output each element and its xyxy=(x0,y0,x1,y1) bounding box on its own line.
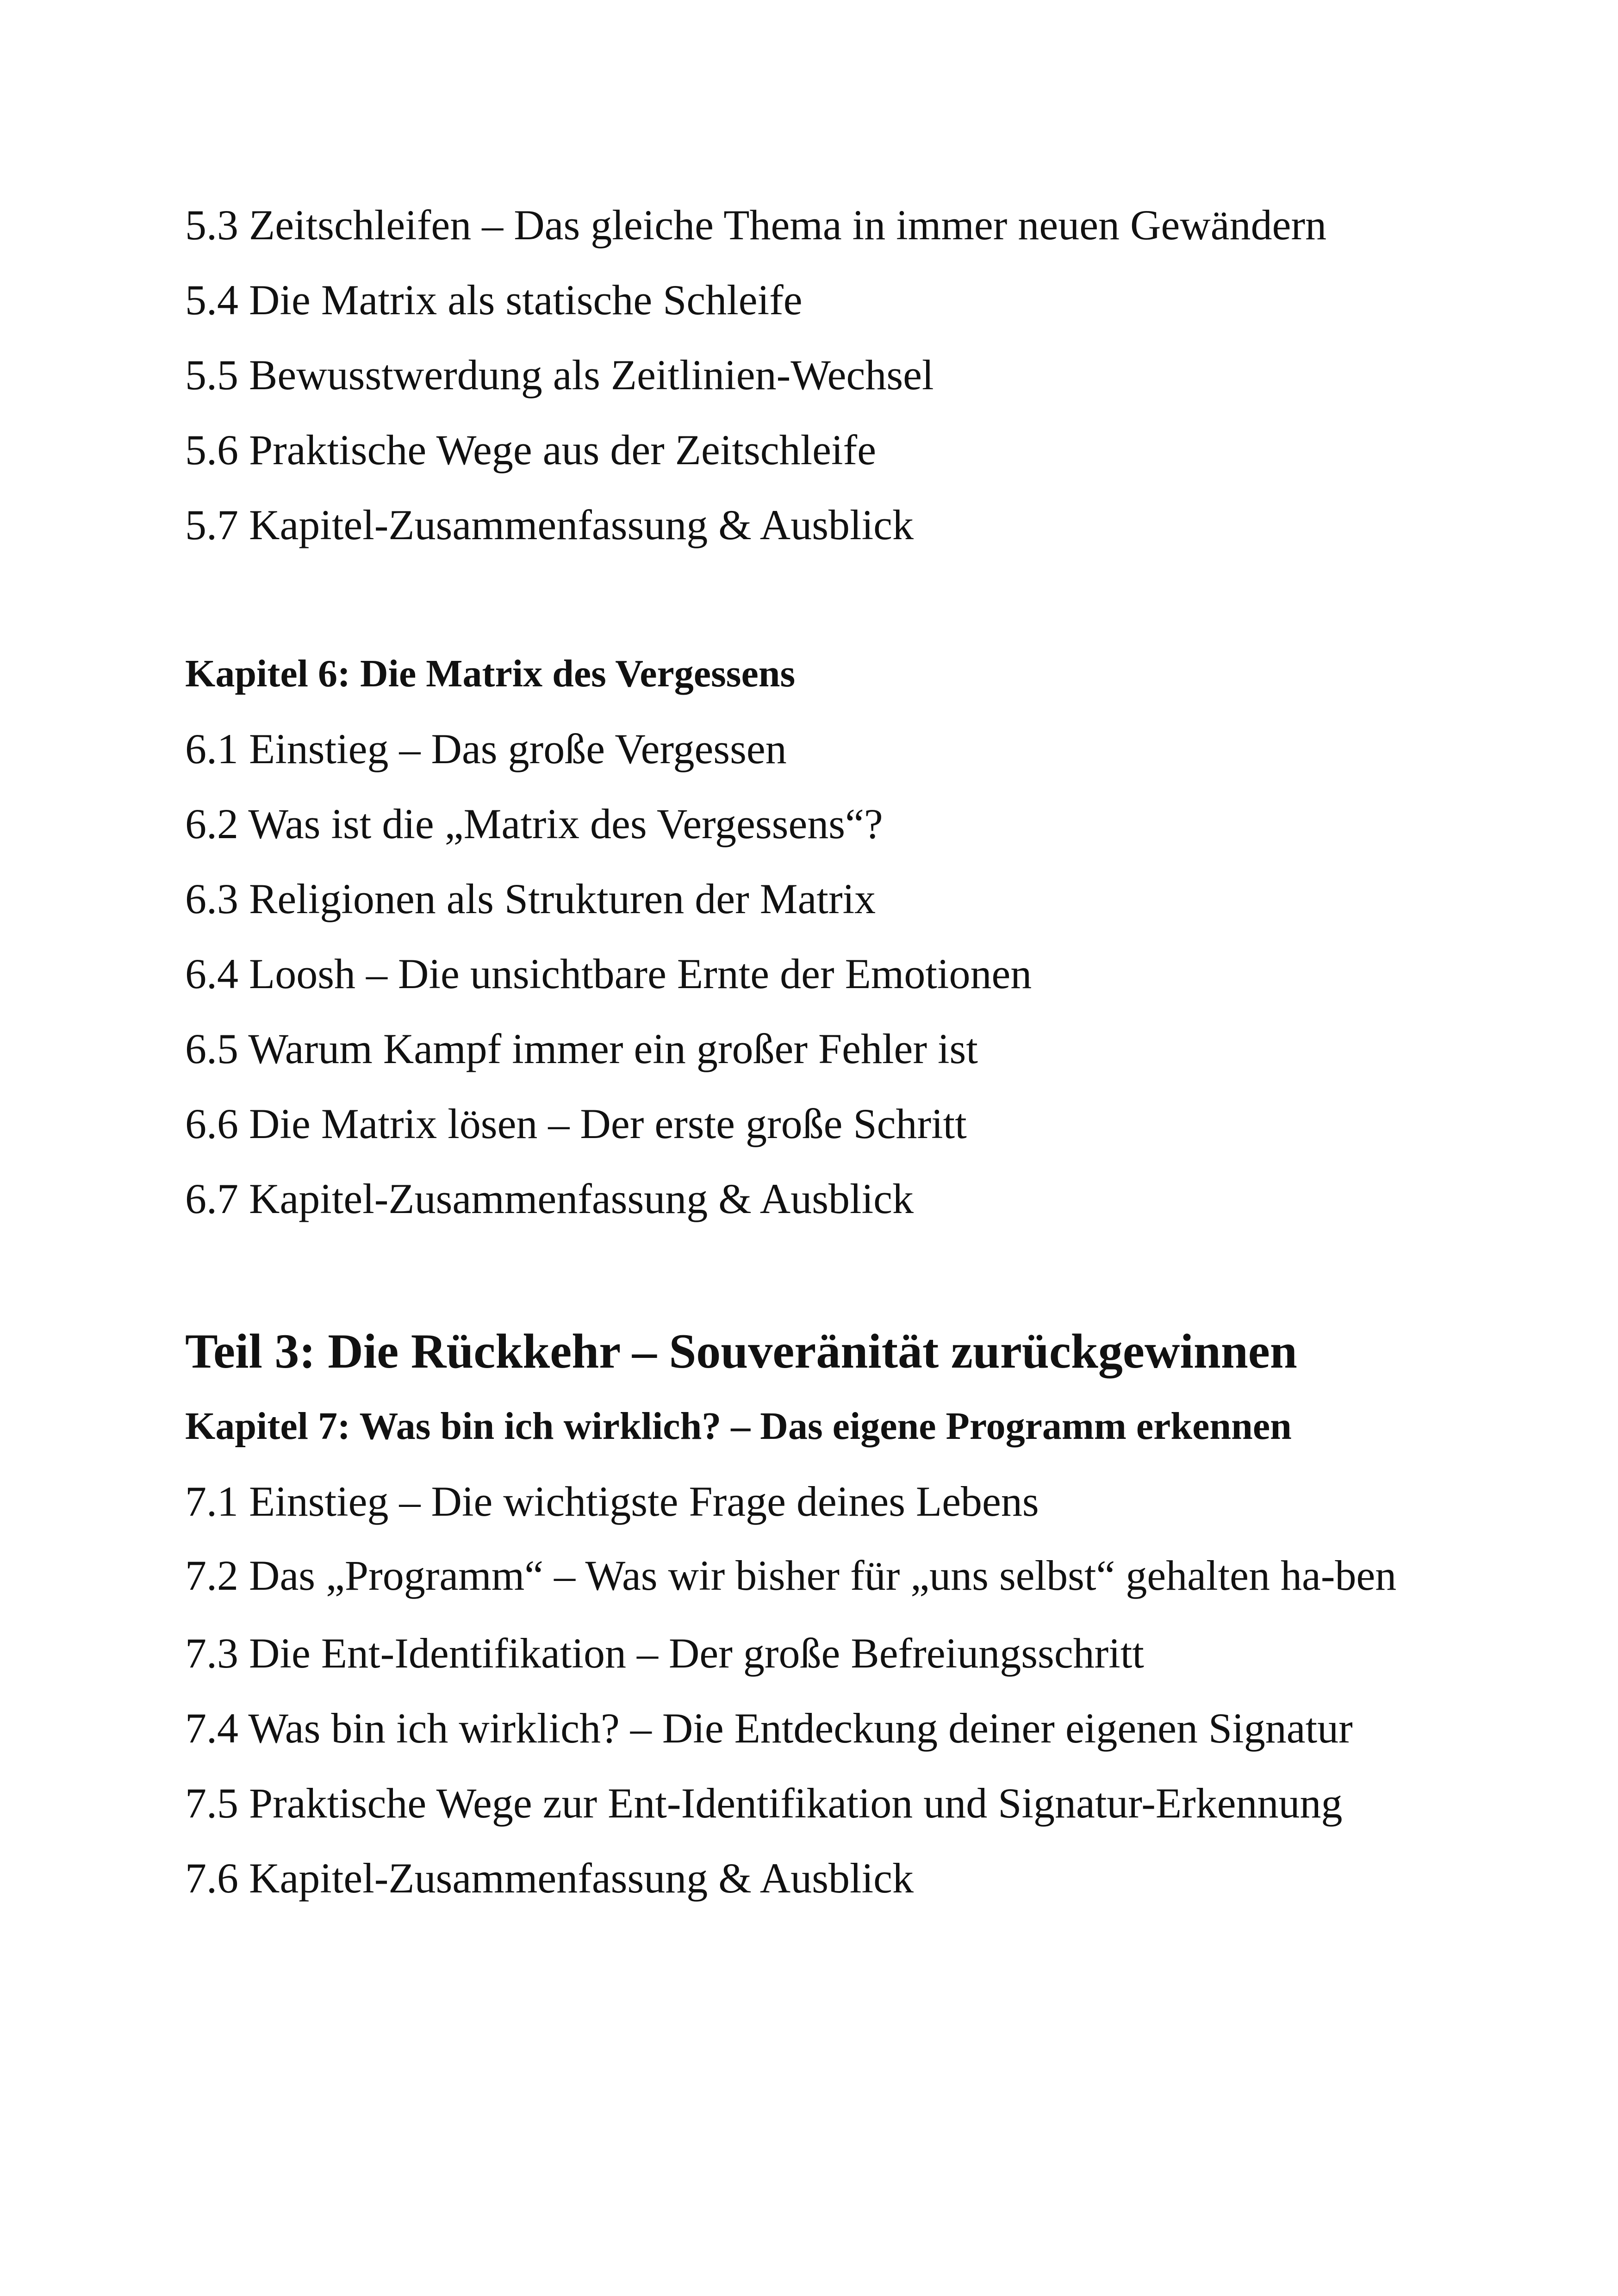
toc-entry-6-3: 6.3 Religionen als Strukturen der Matrix xyxy=(185,875,876,922)
spacer xyxy=(185,562,1453,636)
part-3-heading: Teil 3: Die Rückkehr – Souveränität zurückgewinnen xyxy=(185,1324,1297,1378)
toc-entry-6-7: 6.7 Kapitel-Zusammenfassung & Ausblick xyxy=(185,1175,914,1222)
toc-entry-7-1: 7.1 Einstieg – Die wichtigste Frage deines Lebens xyxy=(185,1478,1039,1525)
toc-entry-6-2: 6.2 Was ist die „Matrix des Vergessens“? xyxy=(185,800,883,847)
chapter-7-heading: Kapitel 7: Was bin ich wirklich? – Das eigene Programm erkennen xyxy=(185,1405,1292,1448)
toc-entry-6-5: 6.5 Warum Kampf immer ein großer Fehler ist xyxy=(185,1025,978,1072)
toc-entry-5-4: 5.4 Die Matrix als statische Schleife xyxy=(185,276,803,324)
table-of-contents xyxy=(185,187,1453,1916)
toc-entry-5-5: 5.5 Bewusstwerdung als Zeitlinien-Wechsel xyxy=(185,351,934,398)
toc-entry-7-6: 7.6 Kapitel-Zusammenfassung & Ausblick xyxy=(185,1854,914,1902)
toc-entry-5-7: 5.7 Kapitel-Zusammenfassung & Ausblick xyxy=(185,501,914,548)
chapter-6-block xyxy=(185,636,1453,1236)
toc-entry-6-4: 6.4 Loosh – Die unsichtbare Ernte der Emotionen xyxy=(185,950,1032,997)
toc-entry-6-6: 6.6 Die Matrix lösen – Der erste große Schritt xyxy=(185,1100,967,1147)
chapter-6-heading: Kapitel 6: Die Matrix des Vergessens xyxy=(185,652,796,695)
toc-entry-7-5: 7.5 Praktische Wege zur Ent-Identifikation und Signatur-Erkennung xyxy=(185,1780,1343,1827)
toc-entry-5-6: 5.6 Praktische Wege aus der Zeitschleife xyxy=(185,426,877,473)
chapter-7-block xyxy=(185,1389,1453,1916)
toc-entry-6-1: 6.1 Einstieg – Das große Vergessen xyxy=(185,725,787,772)
spacer xyxy=(185,1236,1453,1314)
section-5-list xyxy=(185,187,1453,562)
toc-entry-7-2: 7.2 Das „Programm“ – Was wir bisher für „uns selbst“ gehalten ha-ben xyxy=(185,1552,1397,1599)
toc-entry-7-4: 7.4 Was bin ich wirklich? – Die Entdeckung deiner eigenen Signatur xyxy=(185,1705,1353,1752)
toc-entry-7-3: 7.3 Die Ent-Identifikation – Der große Befreiungsschritt xyxy=(185,1630,1144,1677)
toc-entry-5-3: 5.3 Zeitschleifen – Das gleiche Thema in immer neuen Gewändern xyxy=(185,201,1327,249)
